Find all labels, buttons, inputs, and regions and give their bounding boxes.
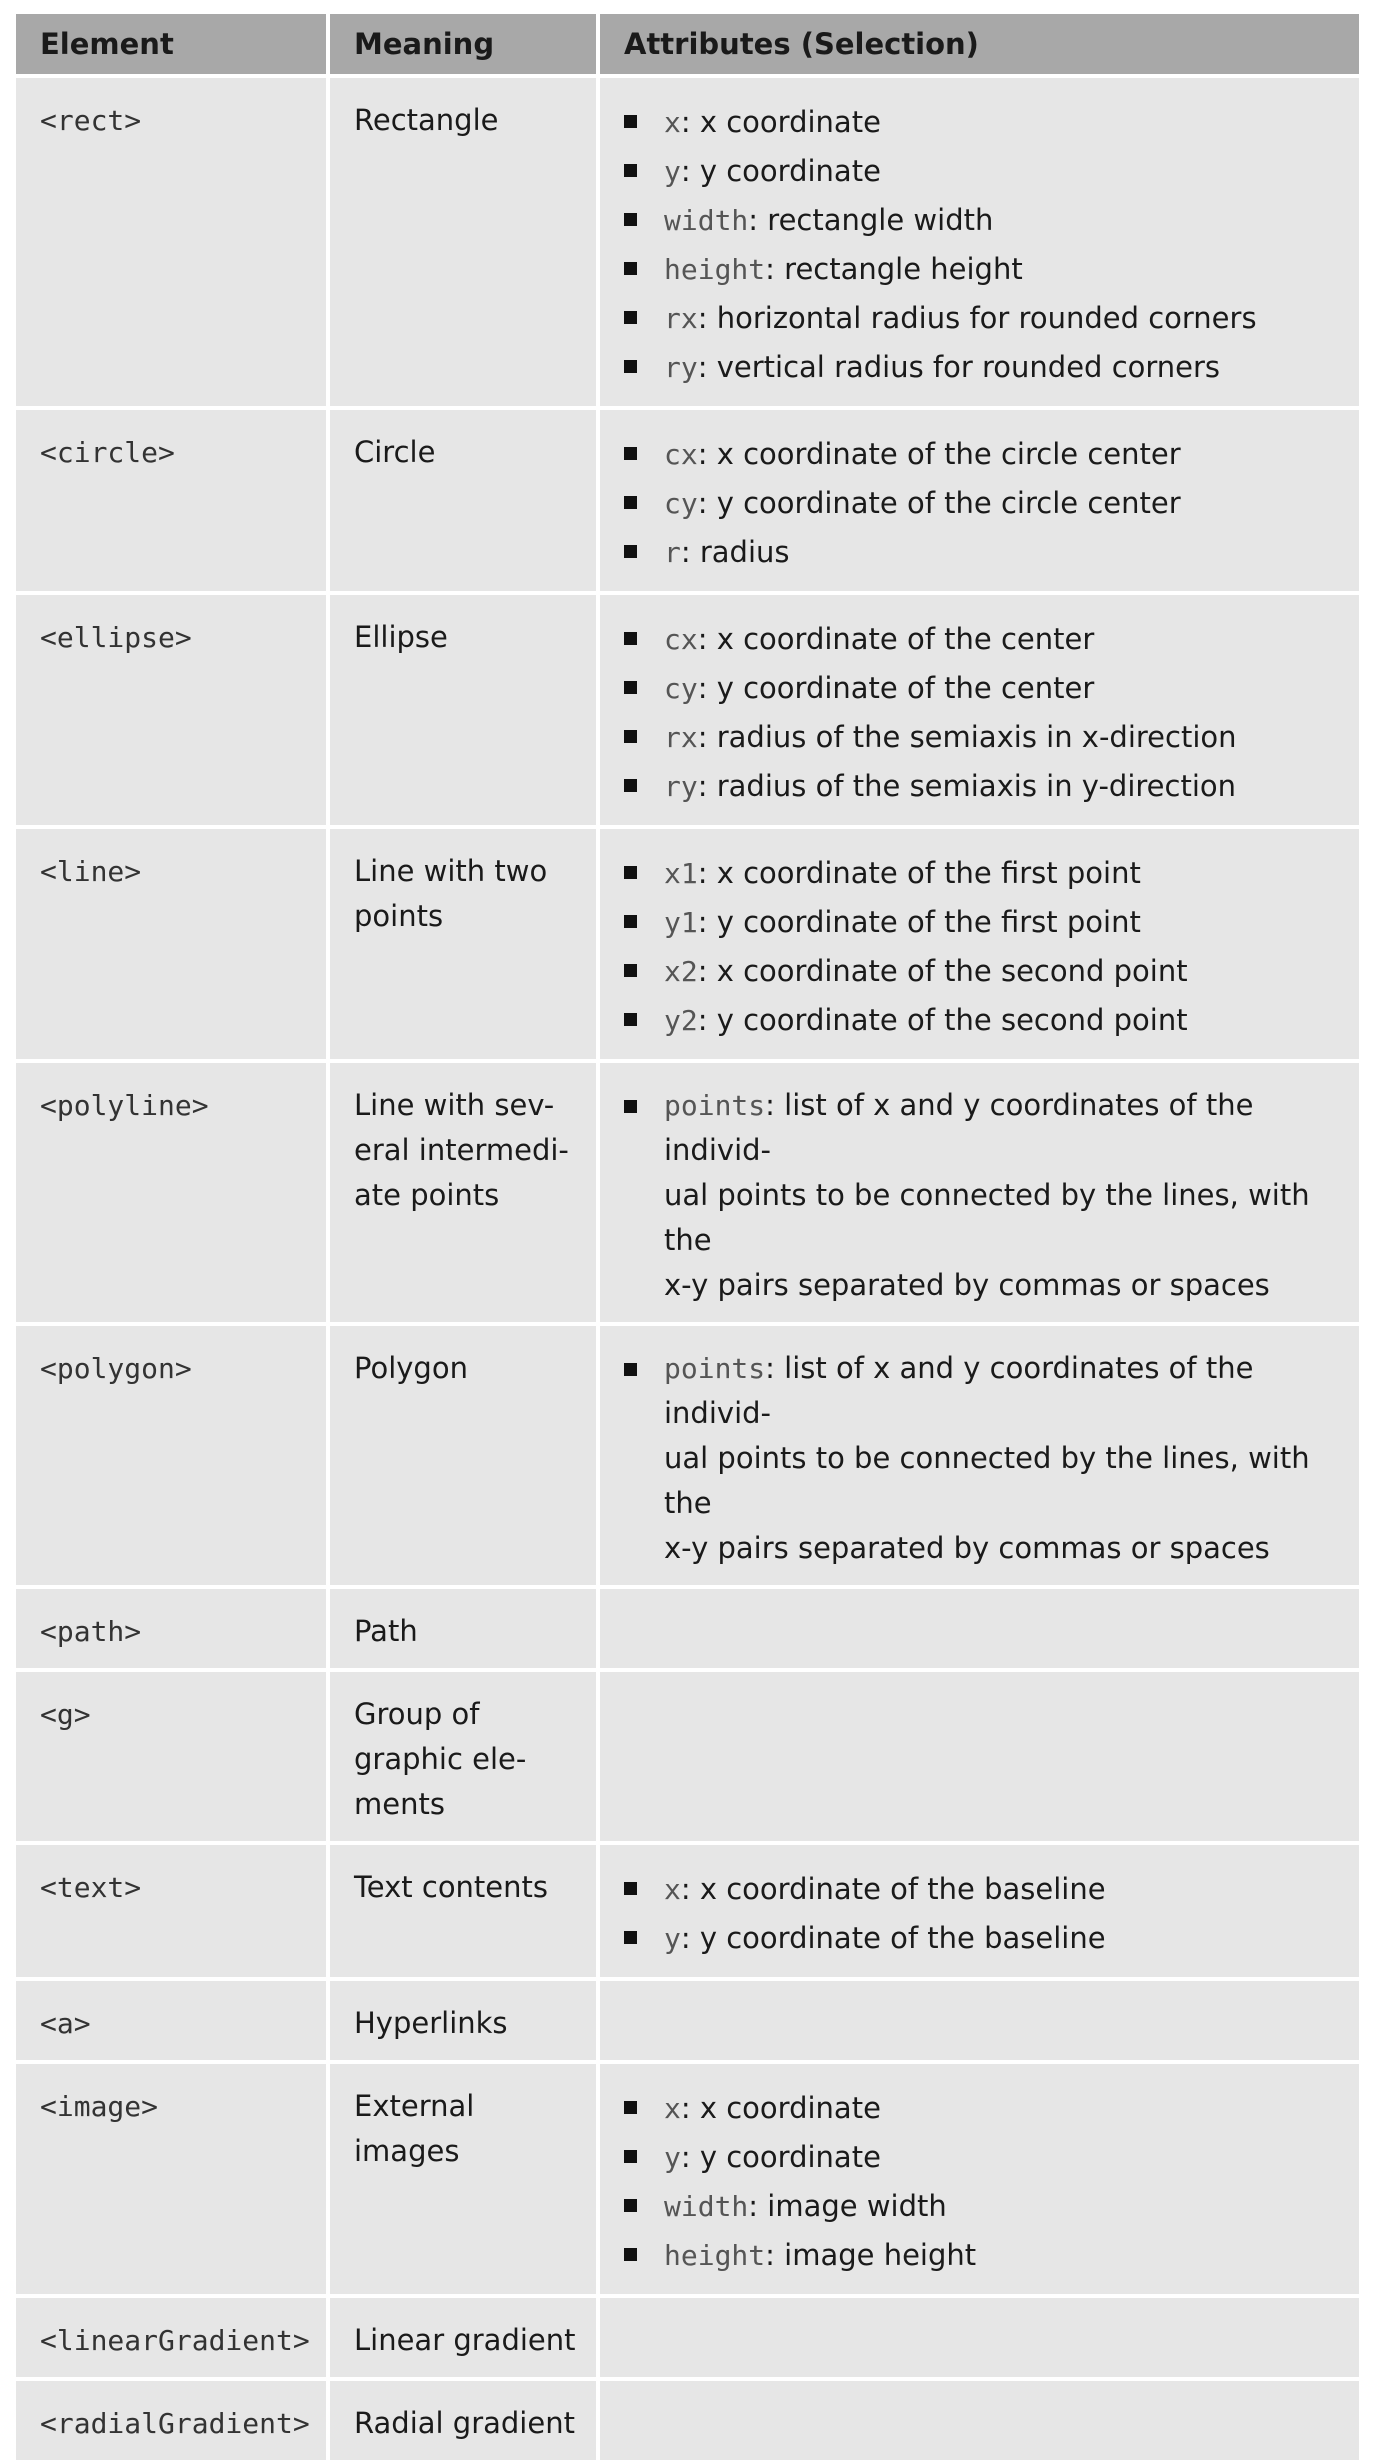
attribute-name: r (664, 536, 681, 569)
attribute-item: x: x coordinate (622, 98, 1343, 147)
attribute-item: y1: y coordinate of the first point (622, 898, 1343, 947)
attribute-item: y: y coordinate of the baseline (622, 1914, 1343, 1963)
square-bullet-icon (624, 115, 637, 128)
attribute-name: height (664, 253, 766, 286)
table-row (16, 2298, 1359, 2377)
square-bullet-icon (624, 779, 637, 792)
attribute-item: x: x coordinate of the baseline (622, 1865, 1343, 1914)
attribute-name: ry (664, 351, 698, 384)
attribute-list (622, 849, 1343, 1045)
attribute-description: x coordinate of the circle center (716, 437, 1181, 471)
meaning-cell (330, 1672, 596, 1841)
attributes-cell (600, 1845, 1359, 1977)
attribute-description: vertical radius for rounded corners (716, 350, 1221, 384)
meaning-text: Line with sev- eral intermedi- ate points (354, 1088, 569, 1212)
attribute-list (622, 1083, 1343, 1308)
meaning-cell: Polygon (330, 1326, 596, 1585)
table-row (16, 1589, 1359, 1668)
attribute-description: x coordinate of the baseline (699, 1872, 1106, 1906)
attribute-list (622, 98, 1343, 392)
attribute-name: y2 (664, 1004, 698, 1037)
element-cell: <circle> (16, 410, 326, 591)
attribute-item: rx: horizontal radius for rounded corners (622, 294, 1343, 343)
attribute-description: y coordinate of the first point (716, 905, 1141, 939)
square-bullet-icon (624, 496, 637, 509)
attribute-name: y (664, 2141, 681, 2174)
square-bullet-icon (624, 447, 637, 460)
attribute-item: x2: x coordinate of the second point (622, 947, 1343, 996)
attribute-item: y2: y coordinate of the second point (622, 996, 1343, 1045)
square-bullet-icon (624, 311, 637, 324)
meaning-cell: Radial gradient (330, 2381, 596, 2460)
attribute-name: cx (664, 623, 698, 656)
attribute-item: cx: x coordinate of the circle center (622, 430, 1343, 479)
meaning-cell: Circle (330, 410, 596, 591)
square-bullet-icon (624, 1100, 637, 1113)
header-meaning: Meaning (330, 14, 596, 74)
attribute-item: height: rectangle height (622, 245, 1343, 294)
attribute-list (622, 1346, 1343, 1571)
attribute-name: rx (664, 302, 698, 335)
attribute-description: x coordinate (699, 105, 881, 139)
attributes-cell (600, 595, 1359, 825)
attribute-name: rx (664, 721, 698, 754)
square-bullet-icon (624, 1363, 637, 1376)
meaning-cell (330, 1063, 596, 1322)
element-cell: <rect> (16, 78, 326, 406)
table-row (16, 2381, 1359, 2460)
attribute-item: x1: x coordinate of the first point (622, 849, 1343, 898)
attributes-cell (600, 78, 1359, 406)
square-bullet-icon (624, 964, 637, 977)
table-row (16, 1326, 1359, 1585)
square-bullet-icon (624, 915, 637, 928)
attribute-name: x (664, 106, 681, 139)
attribute-description: y coordinate (699, 154, 881, 188)
meaning-cell: Linear gradient (330, 2298, 596, 2377)
square-bullet-icon (624, 545, 637, 558)
attribute-description: radius of the semiaxis in y-direction (716, 769, 1236, 803)
square-bullet-icon (624, 1931, 637, 1944)
attribute-item: y: y coordinate (622, 147, 1343, 196)
attribute-description: rectangle height (784, 252, 1023, 286)
square-bullet-icon (624, 866, 637, 879)
attribute-name: points (664, 1352, 766, 1385)
table-row (16, 595, 1359, 825)
attributes-cell (600, 2298, 1359, 2377)
attribute-name: y1 (664, 906, 698, 939)
square-bullet-icon (624, 2101, 637, 2114)
attribute-name: width (664, 204, 749, 237)
square-bullet-icon (624, 164, 637, 177)
attribute-item: width: rectangle width (622, 196, 1343, 245)
attribute-item: ry: radius of the semiaxis in y-direction (622, 762, 1343, 811)
svg-elements-table-page (16, 14, 1359, 2464)
attributes-cell (600, 1672, 1359, 1841)
attribute-description: image width (767, 2189, 947, 2223)
attributes-cell (600, 1326, 1359, 1585)
attribute-description: x coordinate of the first point (716, 856, 1141, 890)
table-row (16, 829, 1359, 1059)
attribute-name: cy (664, 487, 698, 520)
element-cell: <image> (16, 2064, 326, 2294)
meaning-cell: Rectangle (330, 78, 596, 406)
attribute-item: width: image width (622, 2182, 1343, 2231)
attribute-description: y coordinate of the circle center (716, 486, 1181, 520)
attribute-description: list of x and y coordinates of the individ- ual points to be connected by the lines, with the x-y pairs separated by commas or spaces (664, 1351, 1310, 1565)
square-bullet-icon (624, 681, 637, 694)
meaning-cell: Ellipse (330, 595, 596, 825)
attribute-name: height (664, 2239, 766, 2272)
attributes-cell (600, 1063, 1359, 1322)
table-row (16, 78, 1359, 406)
attribute-description: radius (699, 535, 790, 569)
element-cell: <g> (16, 1672, 326, 1841)
attribute-item: r: radius (622, 528, 1343, 577)
attribute-description: x coordinate of the center (716, 622, 1095, 656)
square-bullet-icon (624, 730, 637, 743)
attribute-item: points: list of x and y coordinates of the individ- ual points to be connected by the lines, with the x-y pairs separated by commas or spaces (622, 1346, 1343, 1571)
attribute-item: height: image height (622, 2231, 1343, 2280)
attribute-name: y (664, 1922, 681, 1955)
table-row (16, 1672, 1359, 1841)
header-attributes: Attributes (Selection) (600, 14, 1359, 74)
square-bullet-icon (624, 262, 637, 275)
attribute-description: y coordinate (699, 2140, 881, 2174)
attributes-cell (600, 1981, 1359, 2060)
meaning-cell: External images (330, 2064, 596, 2294)
square-bullet-icon (624, 2150, 637, 2163)
attribute-description: y coordinate of the baseline (699, 1921, 1106, 1955)
square-bullet-icon (624, 360, 637, 373)
attribute-item: ry: vertical radius for rounded corners (622, 343, 1343, 392)
table-row (16, 1845, 1359, 1977)
square-bullet-icon (624, 632, 637, 645)
element-cell: <polyline> (16, 1063, 326, 1322)
attribute-list (622, 2084, 1343, 2280)
attribute-name: x2 (664, 955, 698, 988)
attribute-item: cy: y coordinate of the center (622, 664, 1343, 713)
attribute-name: width (664, 2190, 749, 2223)
attribute-item: x: x coordinate (622, 2084, 1343, 2133)
attribute-description: y coordinate of the center (716, 671, 1095, 705)
attributes-cell (600, 410, 1359, 591)
attribute-name: cy (664, 672, 698, 705)
meaning-text: Line with two points (354, 854, 548, 933)
element-cell: <a> (16, 1981, 326, 2060)
attribute-description: image height (784, 2238, 977, 2272)
square-bullet-icon (624, 1013, 637, 1026)
attribute-list (622, 615, 1343, 811)
meaning-cell: Text contents (330, 1845, 596, 1977)
svg-elements-table (12, 10, 1363, 2464)
table-body (16, 78, 1359, 2460)
attribute-description: horizontal radius for rounded corners (716, 301, 1257, 335)
attribute-name: points (664, 1089, 766, 1122)
attribute-description: x coordinate of the second point (716, 954, 1188, 988)
attribute-item: y: y coordinate (622, 2133, 1343, 2182)
attribute-description: x coordinate (699, 2091, 881, 2125)
element-cell: <ellipse> (16, 595, 326, 825)
attribute-name: cx (664, 438, 698, 471)
attribute-item: cy: y coordinate of the circle center (622, 479, 1343, 528)
attribute-list (622, 1865, 1343, 1963)
attribute-name: x (664, 1873, 681, 1906)
element-cell: <polygon> (16, 1326, 326, 1585)
attribute-name: y (664, 155, 681, 188)
table-header-row (16, 14, 1359, 74)
attribute-description: rectangle width (767, 203, 994, 237)
meaning-cell: Path (330, 1589, 596, 1668)
meaning-cell (330, 829, 596, 1059)
element-cell: <linearGradient> (16, 2298, 326, 2377)
attributes-cell (600, 1589, 1359, 1668)
attribute-description: radius of the semiaxis in x-direction (716, 720, 1237, 754)
element-cell: <radialGradient> (16, 2381, 326, 2460)
attribute-name: ry (664, 770, 698, 803)
attribute-name: x (664, 2092, 681, 2125)
attribute-name: x1 (664, 857, 698, 890)
attributes-cell (600, 829, 1359, 1059)
attribute-description: y coordinate of the second point (716, 1003, 1188, 1037)
square-bullet-icon (624, 1882, 637, 1895)
header-element: Element (16, 14, 326, 74)
table-row (16, 2064, 1359, 2294)
attributes-cell (600, 2064, 1359, 2294)
element-cell: <text> (16, 1845, 326, 1977)
table-row (16, 410, 1359, 591)
attribute-item: cx: x coordinate of the center (622, 615, 1343, 664)
attribute-item: rx: radius of the semiaxis in x-direction (622, 713, 1343, 762)
table-row (16, 1981, 1359, 2060)
meaning-text: Group of graphic ele- ments (354, 1697, 527, 1821)
attribute-list (622, 430, 1343, 577)
attributes-cell (600, 2381, 1359, 2460)
square-bullet-icon (624, 2248, 637, 2261)
meaning-cell: Hyperlinks (330, 1981, 596, 2060)
square-bullet-icon (624, 2199, 637, 2212)
element-cell: <path> (16, 1589, 326, 1668)
square-bullet-icon (624, 213, 637, 226)
attribute-item: points: list of x and y coordinates of the individ- ual points to be connected by the lines, with the x-y pairs separated by commas or spaces (622, 1083, 1343, 1308)
attribute-description: list of x and y coordinates of the individ- ual points to be connected by the lines, with the x-y pairs separated by commas or spaces (664, 1088, 1310, 1302)
element-cell: <line> (16, 829, 326, 1059)
table-row (16, 1063, 1359, 1322)
